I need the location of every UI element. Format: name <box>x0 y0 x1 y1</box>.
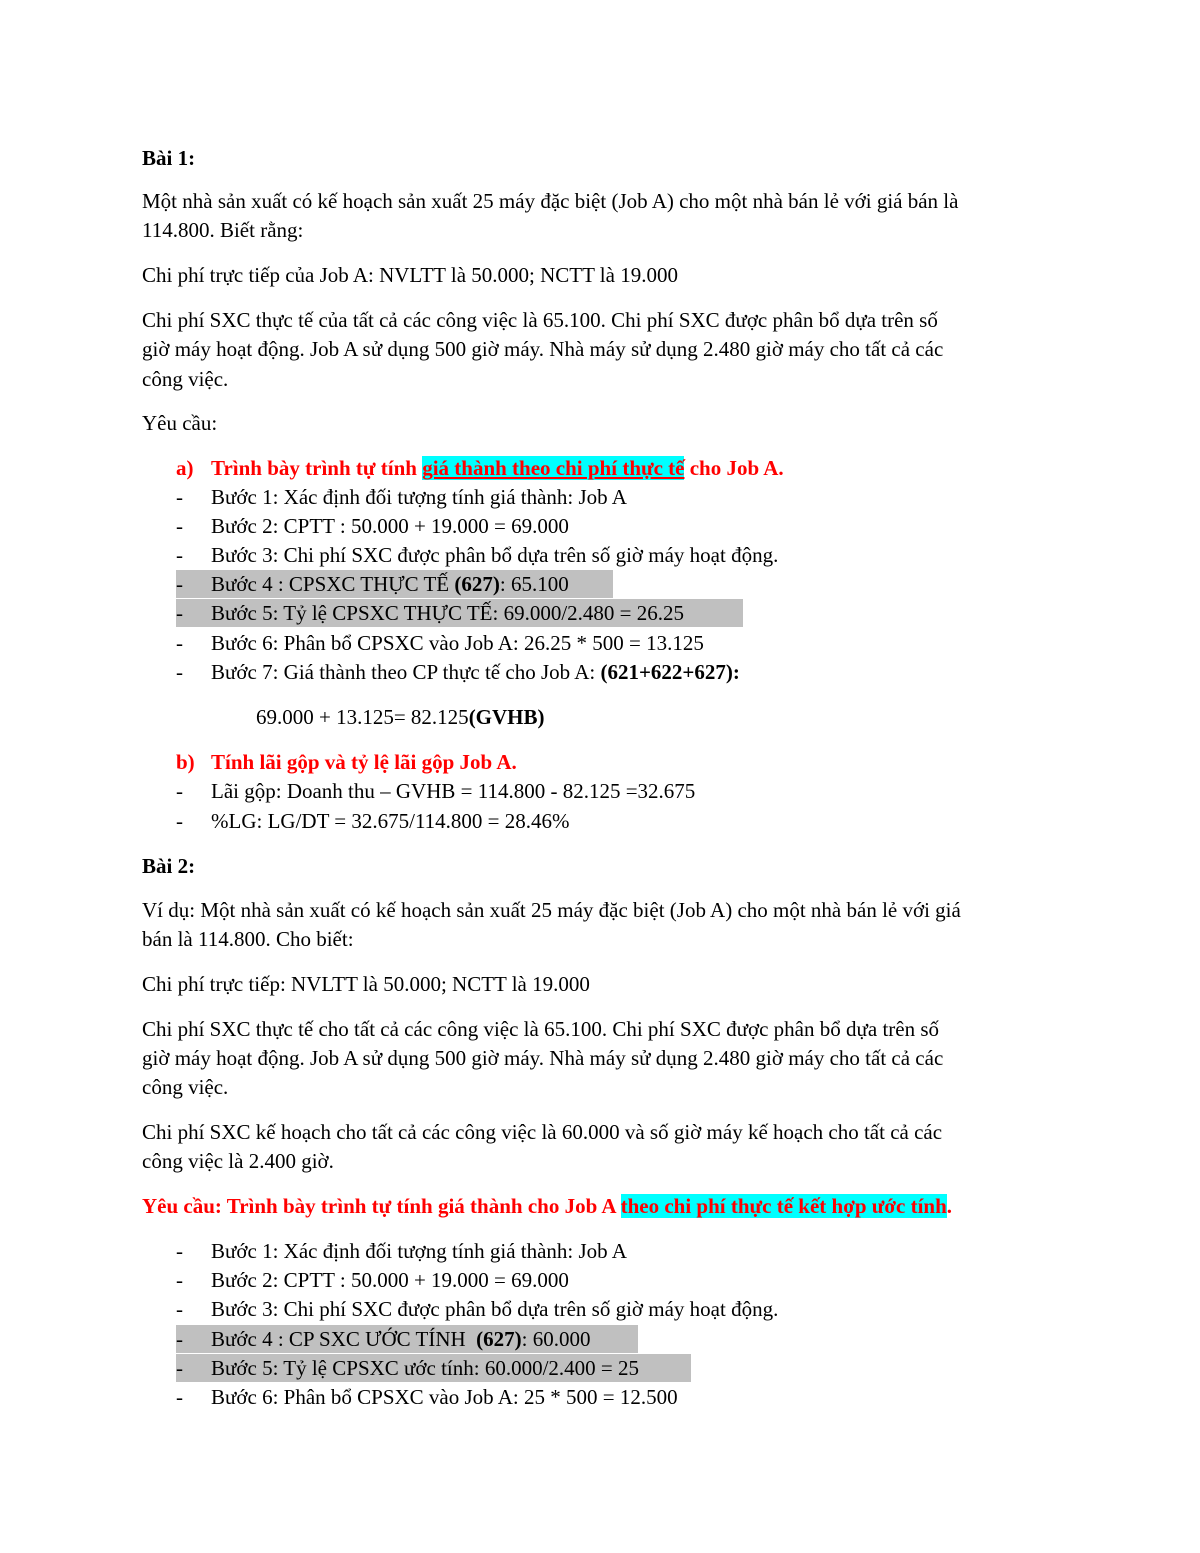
step-3: Bước 3: Chi phí SXC được phân bổ dựa trên số giờ máy hoạt động. <box>211 543 779 567</box>
part-a-title-prefix: Trình bày trình tự tính <box>211 456 423 480</box>
requirement-prefix: Yêu cầu: Trình bày trình tự tính giá thành cho Job A <box>142 1194 621 1218</box>
exercise-2-requirement <box>142 1191 952 1221</box>
bullet-dash: - <box>176 485 183 509</box>
step-6: Bước 6: Phân bổ CPSXC vào Job A: 26.25 * 500 = 13.125 <box>211 631 704 655</box>
exercise-2-para3-line3: công việc. <box>142 1075 229 1099</box>
step-6: Bước 6: Phân bổ CPSXC vào Job A: 25 * 500 = 12.500 <box>211 1385 678 1409</box>
exercise-1-requirement-label: Yêu cầu: <box>142 411 218 435</box>
list-item <box>0 482 1200 512</box>
part-a-title-suffix: cho Job A. <box>684 456 784 480</box>
list-item <box>0 1236 1200 1266</box>
list-item <box>0 628 1200 658</box>
step-1: Bước 1: Xác định đối tượng tính giá thành: Job A <box>211 1239 627 1263</box>
exercise-2-para1-line2: bán là 114.800. Cho biết: <box>142 927 354 951</box>
exercise-1-para3-line1: Chi phí SXC thực tế của tất cả các công việc là 65.100. Chi phí SXC được phân bổ dựa trên số <box>142 308 938 332</box>
step-2: Bước 2: CPTT : 50.000 + 19.000 = 69.000 <box>211 514 569 538</box>
exercise-1-para1-line1: Một nhà sản xuất có kế hoạch sản xuất 25 máy đặc biệt (Job A) cho một nhà bán lẻ với giá bán là <box>142 189 959 213</box>
step-7-accounts: (621+622+627): <box>600 660 740 684</box>
exercise-1-direct-costs: Chi phí trực tiếp của Job A: NVLTT là 50.000; NCTT là 19.000 <box>142 263 678 287</box>
exercise-1-para1-line2: 114.800. Biết rằng: <box>142 218 304 242</box>
step-4 <box>211 569 569 599</box>
bullet-dash: - <box>176 1385 183 1409</box>
step-4-prefix: Bước 4 : CP SXC ƯỚC TÍNH <box>211 1327 477 1351</box>
list-item <box>0 657 1200 687</box>
bullet-dash: - <box>176 1268 183 1292</box>
part-a-highlight: giá thành theo chi phí thực tế <box>422 456 685 480</box>
part-a-title <box>211 453 784 483</box>
list-item <box>0 1324 1200 1354</box>
step-5: Bước 5: Tỷ lệ CPSXC ước tính: 60.000/2.400 = 25 <box>211 1356 640 1380</box>
step-4-account: (627) <box>454 572 500 596</box>
bullet-dash: - <box>176 514 183 538</box>
cost-calculation <box>256 702 545 732</box>
step-4 <box>211 1324 591 1354</box>
step-4-prefix: Bước 4 : CPSXC THỰC TẾ <box>211 572 455 596</box>
bullet-dash: - <box>176 601 183 625</box>
exercise-2-para1-line1: Ví dụ: Một nhà sản xuất có kế hoạch sản xuất 25 máy đặc biệt (Job A) cho một nhà bán lẻ với giá <box>142 898 961 922</box>
list-item <box>0 598 1200 628</box>
exercise-2-para3-line1: Chi phí SXC thực tế cho tất cả các công việc là 65.100. Chi phí SXC được phân bổ dựa trên số <box>142 1017 940 1041</box>
bullet-dash: - <box>176 1239 183 1263</box>
exercise-1-para3-line2: giờ máy hoạt động. Job A sử dụng 500 giờ máy. Nhà máy sử dụng 2.480 giờ máy cho tất cả các <box>142 337 944 361</box>
exercise-2-title: Bài 2: <box>142 854 196 878</box>
bullet-dash: - <box>176 1297 183 1321</box>
step-5: Bước 5: Tỷ lệ CPSXC THỰC TẾ: 69.000/2.480 = 26.25 <box>211 601 684 625</box>
list-item <box>0 511 1200 541</box>
bullet-dash: - <box>176 572 183 596</box>
part-b-title: Tính lãi gộp và tỷ lệ lãi gộp Job A. <box>211 750 517 774</box>
step-7-prefix: Bước 7: Giá thành theo CP thực tế cho Job A: <box>211 660 601 684</box>
part-b-label: b) <box>176 750 195 774</box>
part-a-heading <box>0 453 1200 483</box>
list-item <box>0 776 1200 806</box>
part-b-heading <box>0 747 1200 777</box>
bullet-dash: - <box>176 1327 183 1351</box>
exercise-2-direct-costs: Chi phí trực tiếp: NVLTT là 50.000; NCTT là 19.000 <box>142 972 590 996</box>
bullet-dash: - <box>176 1356 183 1380</box>
list-item <box>0 540 1200 570</box>
list-item <box>0 1382 1200 1412</box>
step-4-account: (627) <box>476 1327 522 1351</box>
cost-calculation-value: 69.000 + 13.125= 82.125 <box>256 705 469 729</box>
requirement-suffix: . <box>946 1194 953 1218</box>
bullet-dash: - <box>176 660 183 684</box>
step-4-value: : 65.100 <box>499 572 569 596</box>
list-item <box>0 569 1200 599</box>
list-item <box>0 806 1200 836</box>
list-item <box>0 1294 1200 1324</box>
part-a-label: a) <box>176 456 194 480</box>
step-4-value: : 60.000 <box>521 1327 591 1351</box>
bullet-dash: - <box>176 809 183 833</box>
exercise-1-title: Bài 1: <box>142 146 196 170</box>
step-1: Bước 1: Xác định đối tượng tính giá thành: Job A <box>211 485 627 509</box>
bullet-dash: - <box>176 543 183 567</box>
gross-margin-line: %LG: LG/DT = 32.675/114.800 = 28.46% <box>211 809 570 833</box>
bullet-dash: - <box>176 779 183 803</box>
list-item <box>0 1265 1200 1295</box>
step-3: Bước 3: Chi phí SXC được phân bổ dựa trên số giờ máy hoạt động. <box>211 1297 779 1321</box>
list-item <box>0 1353 1200 1383</box>
cost-calculation-label: (GVHB) <box>468 705 545 729</box>
exercise-1-para3-line3: công việc. <box>142 367 229 391</box>
exercise-2-para4-line1: Chi phí SXC kế hoạch cho tất cả các công việc là 60.000 và số giờ máy kế hoạch cho tất cả các <box>142 1120 943 1144</box>
step-7 <box>211 657 740 687</box>
bullet-dash: - <box>176 631 183 655</box>
exercise-2-para4-line2: công việc là 2.400 giờ. <box>142 1149 334 1173</box>
requirement-highlight: theo chi phí thực tế kết hợp ước tính <box>620 1194 947 1218</box>
step-2: Bước 2: CPTT : 50.000 + 19.000 = 69.000 <box>211 1268 569 1292</box>
gross-profit-line: Lãi gộp: Doanh thu – GVHB = 114.800 - 82.125 =32.675 <box>211 779 696 803</box>
exercise-2-para3-line2: giờ máy hoạt động. Job A sử dụng 500 giờ máy. Nhà máy sử dụng 2.480 giờ máy cho tất cả các <box>142 1046 944 1070</box>
